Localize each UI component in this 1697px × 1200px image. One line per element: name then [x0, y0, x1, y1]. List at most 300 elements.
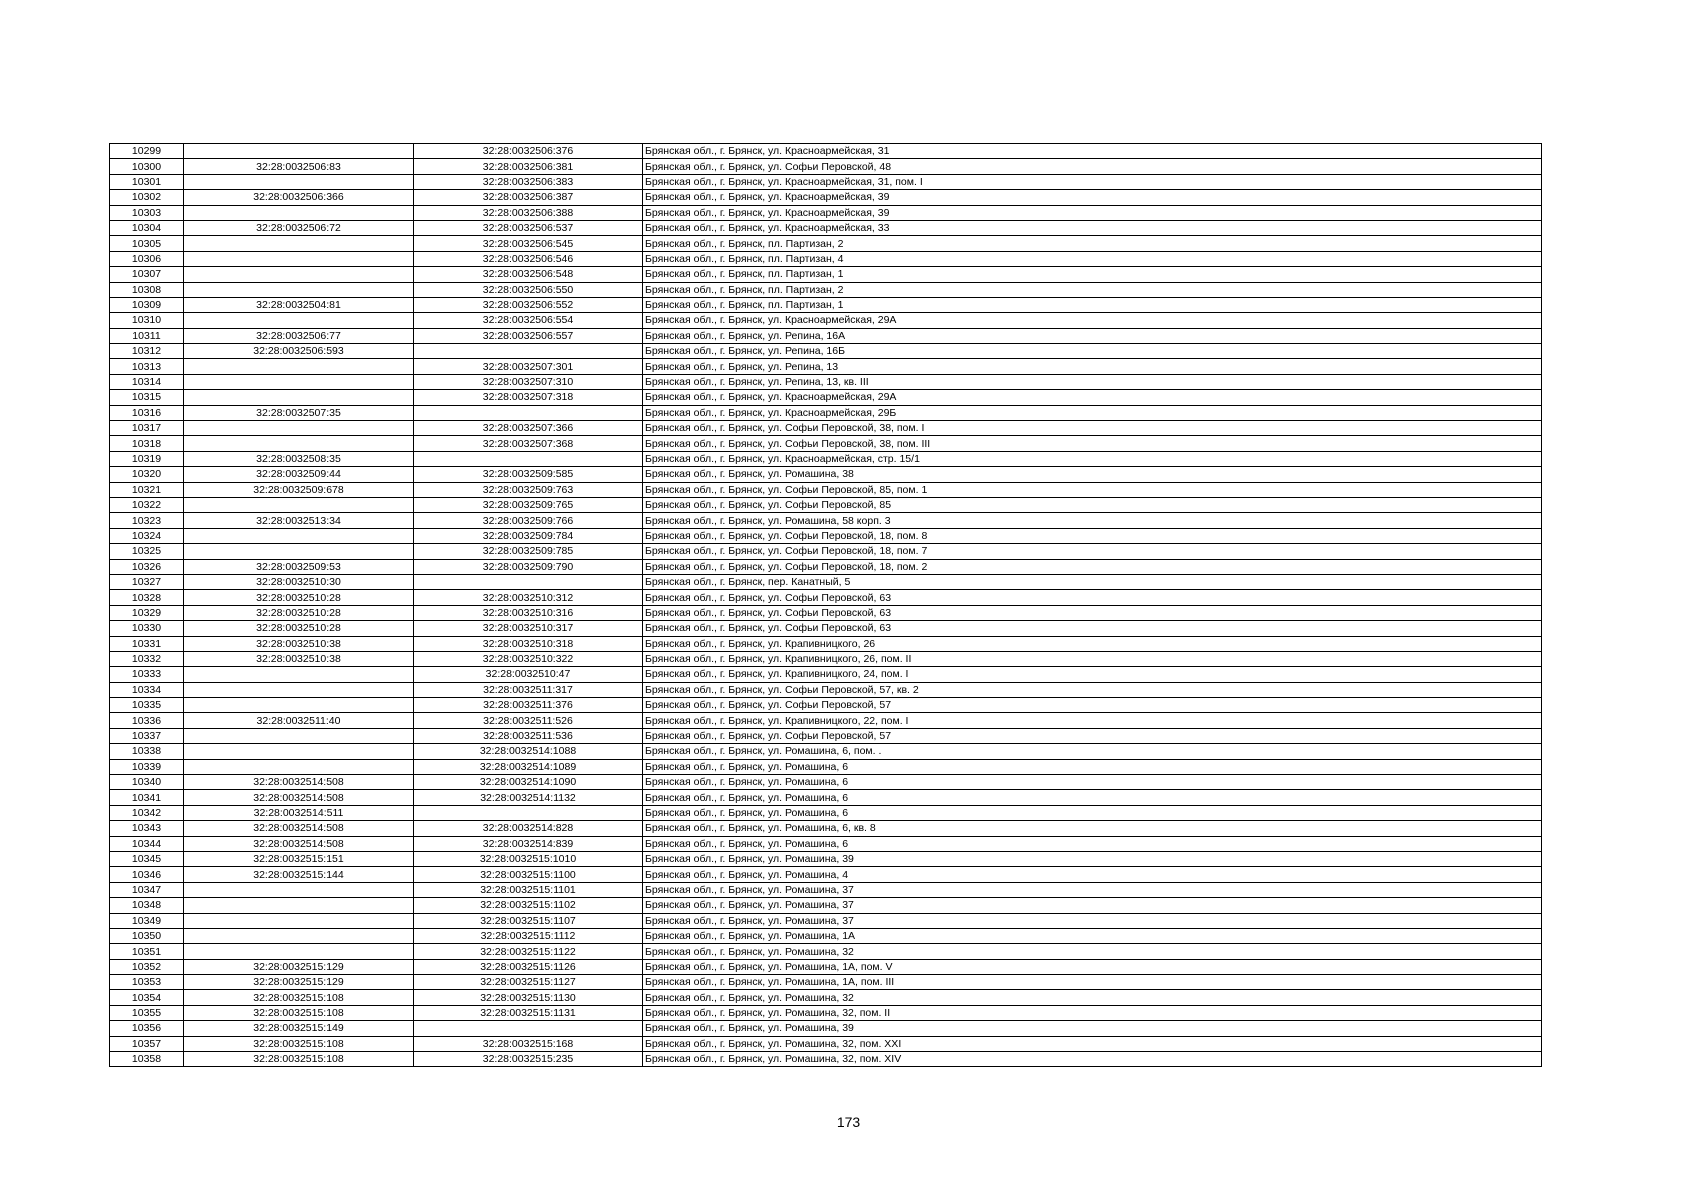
row-number-cell: 10302: [110, 190, 184, 205]
address-cell: Брянская обл., г. Брянск, ул. Софьи Перовской, 38, пом. III: [643, 436, 1542, 451]
address-cell: Брянская обл., г. Брянск, ул. Красноармейская, 33: [643, 220, 1542, 235]
land-cadastral-number-cell: [184, 744, 414, 759]
row-number-cell: 10310: [110, 313, 184, 328]
address-cell: Брянская обл., г. Брянск, ул. Красноармейская, 29Б: [643, 405, 1542, 420]
row-number-cell: 10333: [110, 667, 184, 682]
table-row: [110, 898, 1542, 913]
table-row: [110, 374, 1542, 389]
address-cell: Брянская обл., г. Брянск, пл. Партизан, 1: [643, 297, 1542, 312]
land-cadastral-number-cell: [184, 282, 414, 297]
table-row: [110, 328, 1542, 343]
object-cadastral-number-cell: 32:28:0032515:1112: [414, 928, 643, 943]
address-cell: Брянская обл., г. Брянск, ул. Ромашина, 38: [643, 467, 1542, 482]
address-cell: Брянская обл., г. Брянск, ул. Ромашина, 6: [643, 775, 1542, 790]
object-cadastral-number-cell: 32:28:0032515:1122: [414, 944, 643, 959]
row-number-cell: 10334: [110, 682, 184, 697]
object-cadastral-number-cell: 32:28:0032509:585: [414, 467, 643, 482]
object-cadastral-number-cell: 32:28:0032514:828: [414, 821, 643, 836]
row-number-cell: 10322: [110, 497, 184, 512]
row-number-cell: 10357: [110, 1036, 184, 1051]
row-number-cell: 10321: [110, 482, 184, 497]
address-cell: Брянская обл., г. Брянск, ул. Крапивницкого, 24, пом. I: [643, 667, 1542, 682]
land-cadastral-number-cell: 32:28:0032515:108: [184, 990, 414, 1005]
land-cadastral-number-cell: 32:28:0032515:149: [184, 1021, 414, 1036]
object-cadastral-number-cell: 32:28:0032514:1090: [414, 775, 643, 790]
object-cadastral-number-cell: 32:28:0032510:316: [414, 605, 643, 620]
object-cadastral-number-cell: 32:28:0032515:235: [414, 1052, 643, 1067]
land-cadastral-number-cell: [184, 236, 414, 251]
address-cell: Брянская обл., г. Брянск, ул. Крапивницкого, 26: [643, 636, 1542, 651]
object-cadastral-number-cell: 32:28:0032507:368: [414, 436, 643, 451]
page-number: 173: [836, 1114, 861, 1130]
land-cadastral-number-cell: 32:28:0032511:40: [184, 713, 414, 728]
object-cadastral-number-cell: 32:28:0032511:317: [414, 682, 643, 697]
land-cadastral-number-cell: 32:28:0032510:28: [184, 621, 414, 636]
object-cadastral-number-cell: 32:28:0032509:784: [414, 528, 643, 543]
table-row: [110, 682, 1542, 697]
object-cadastral-number-cell: 32:28:0032515:1131: [414, 1005, 643, 1020]
row-number-cell: 10329: [110, 605, 184, 620]
row-number-cell: 10301: [110, 174, 184, 189]
table-row: [110, 913, 1542, 928]
address-cell: Брянская обл., г. Брянск, ул. Софьи Перовской, 63: [643, 605, 1542, 620]
land-cadastral-number-cell: 32:28:0032509:44: [184, 467, 414, 482]
row-number-cell: 10347: [110, 882, 184, 897]
table-row: [110, 990, 1542, 1005]
address-cell: Брянская обл., г. Брянск, ул. Красноармейская, 39: [643, 190, 1542, 205]
land-cadastral-number-cell: 32:28:0032515:129: [184, 959, 414, 974]
address-cell: Брянская обл., г. Брянск, ул. Репина, 13: [643, 359, 1542, 374]
land-cadastral-number-cell: 32:28:0032509:53: [184, 559, 414, 574]
object-cadastral-number-cell: [414, 405, 643, 420]
table-row: [110, 497, 1542, 512]
land-cadastral-number-cell: 32:28:0032510:28: [184, 605, 414, 620]
land-cadastral-number-cell: 32:28:0032515:151: [184, 851, 414, 866]
land-cadastral-number-cell: [184, 728, 414, 743]
row-number-cell: 10309: [110, 297, 184, 312]
land-cadastral-number-cell: [184, 267, 414, 282]
object-cadastral-number-cell: 32:28:0032506:545: [414, 236, 643, 251]
table-row: [110, 297, 1542, 312]
row-number-cell: 10308: [110, 282, 184, 297]
table-row: [110, 1021, 1542, 1036]
address-cell: Брянская обл., г. Брянск, ул. Ромашина, 32, пом. XIV: [643, 1052, 1542, 1067]
land-cadastral-number-cell: [184, 759, 414, 774]
address-cell: Брянская обл., г. Брянск, ул. Софьи Перовской, 48: [643, 159, 1542, 174]
land-cadastral-number-cell: [184, 944, 414, 959]
address-cell: Брянская обл., г. Брянск, пл. Партизан, 1: [643, 267, 1542, 282]
land-cadastral-number-cell: 32:28:0032509:678: [184, 482, 414, 497]
object-cadastral-number-cell: 32:28:0032515:1101: [414, 882, 643, 897]
table-row: [110, 405, 1542, 420]
table-row: [110, 590, 1542, 605]
object-cadastral-number-cell: 32:28:0032509:790: [414, 559, 643, 574]
table-row: [110, 728, 1542, 743]
land-cadastral-number-cell: 32:28:0032510:28: [184, 590, 414, 605]
object-cadastral-number-cell: 32:28:0032515:1130: [414, 990, 643, 1005]
row-number-cell: 10335: [110, 698, 184, 713]
land-cadastral-number-cell: 32:28:0032513:34: [184, 513, 414, 528]
address-cell: Брянская обл., г. Брянск, ул. Ромашина, 32: [643, 944, 1542, 959]
table-row: [110, 1052, 1542, 1067]
land-cadastral-number-cell: [184, 205, 414, 220]
row-number-cell: 10323: [110, 513, 184, 528]
object-cadastral-number-cell: 32:28:0032515:1010: [414, 851, 643, 866]
address-cell: Брянская обл., г. Брянск, пл. Партизан, 2: [643, 282, 1542, 297]
row-number-cell: 10350: [110, 928, 184, 943]
row-number-cell: 10332: [110, 651, 184, 666]
object-cadastral-number-cell: 32:28:0032506:550: [414, 282, 643, 297]
land-cadastral-number-cell: 32:28:0032506:593: [184, 344, 414, 359]
object-cadastral-number-cell: 32:28:0032514:1089: [414, 759, 643, 774]
address-cell: Брянская обл., г. Брянск, ул. Ромашина, 37: [643, 913, 1542, 928]
object-cadastral-number-cell: [414, 451, 643, 466]
land-cadastral-number-cell: 32:28:0032510:30: [184, 574, 414, 589]
object-cadastral-number-cell: 32:28:0032506:387: [414, 190, 643, 205]
address-cell: Брянская обл., г. Брянск, ул. Софьи Перовской, 85: [643, 497, 1542, 512]
land-cadastral-number-cell: 32:28:0032506:366: [184, 190, 414, 205]
land-cadastral-number-cell: 32:28:0032514:508: [184, 836, 414, 851]
land-cadastral-number-cell: [184, 390, 414, 405]
land-cadastral-number-cell: 32:28:0032504:81: [184, 297, 414, 312]
row-number-cell: 10316: [110, 405, 184, 420]
address-cell: Брянская обл., г. Брянск, ул. Красноармейская, 29А: [643, 390, 1542, 405]
object-cadastral-number-cell: 32:28:0032510:317: [414, 621, 643, 636]
row-number-cell: 10304: [110, 220, 184, 235]
table-row: [110, 790, 1542, 805]
land-cadastral-number-cell: 32:28:0032506:83: [184, 159, 414, 174]
address-cell: Брянская обл., г. Брянск, ул. Ромашина, 39: [643, 851, 1542, 866]
row-number-cell: 10318: [110, 436, 184, 451]
row-number-cell: 10354: [110, 990, 184, 1005]
row-number-cell: 10306: [110, 251, 184, 266]
row-number-cell: 10328: [110, 590, 184, 605]
object-cadastral-number-cell: 32:28:0032506:383: [414, 174, 643, 189]
row-number-cell: 10345: [110, 851, 184, 866]
object-cadastral-number-cell: 32:28:0032511:376: [414, 698, 643, 713]
row-number-cell: 10324: [110, 528, 184, 543]
address-cell: Брянская обл., г. Брянск, ул. Софьи Перовской, 38, пом. I: [643, 421, 1542, 436]
land-cadastral-number-cell: [184, 928, 414, 943]
object-cadastral-number-cell: 32:28:0032507:318: [414, 390, 643, 405]
table-row: [110, 144, 1542, 159]
address-cell: Брянская обл., г. Брянск, ул. Ромашина, 32: [643, 990, 1542, 1005]
address-cell: Брянская обл., г. Брянск, ул. Ромашина, 1А, пом. V: [643, 959, 1542, 974]
object-cadastral-number-cell: 32:28:0032514:1132: [414, 790, 643, 805]
address-cell: Брянская обл., г. Брянск, ул. Крапивницкого, 26, пом. II: [643, 651, 1542, 666]
address-cell: Брянская обл., г. Брянск, ул. Красноармейская, 31, пом. I: [643, 174, 1542, 189]
row-number-cell: 10337: [110, 728, 184, 743]
object-cadastral-number-cell: 32:28:0032506:548: [414, 267, 643, 282]
row-number-cell: 10325: [110, 544, 184, 559]
row-number-cell: 10320: [110, 467, 184, 482]
address-cell: Брянская обл., г. Брянск, пл. Партизан, 2: [643, 236, 1542, 251]
land-cadastral-number-cell: 32:28:0032514:508: [184, 821, 414, 836]
land-cadastral-number-cell: [184, 174, 414, 189]
table-row: [110, 805, 1542, 820]
object-cadastral-number-cell: [414, 574, 643, 589]
address-cell: Брянская обл., г. Брянск, ул. Софьи Перовской, 57: [643, 698, 1542, 713]
table-row: [110, 236, 1542, 251]
address-cell: Брянская обл., г. Брянск, ул. Ромашина, 6, пом. .: [643, 744, 1542, 759]
land-cadastral-number-cell: [184, 544, 414, 559]
land-cadastral-number-cell: 32:28:0032514:511: [184, 805, 414, 820]
address-cell: Брянская обл., г. Брянск, ул. Ромашина, 1А, пом. III: [643, 975, 1542, 990]
object-cadastral-number-cell: 32:28:0032514:839: [414, 836, 643, 851]
land-cadastral-number-cell: 32:28:0032506:72: [184, 220, 414, 235]
address-cell: Брянская обл., г. Брянск, ул. Репина, 16Б: [643, 344, 1542, 359]
object-cadastral-number-cell: 32:28:0032507:366: [414, 421, 643, 436]
table-row: [110, 851, 1542, 866]
object-cadastral-number-cell: 32:28:0032506:554: [414, 313, 643, 328]
address-cell: Брянская обл., г. Брянск, ул. Ромашина, 6: [643, 805, 1542, 820]
land-cadastral-number-cell: [184, 374, 414, 389]
row-number-cell: 10338: [110, 744, 184, 759]
land-cadastral-number-cell: 32:28:0032514:508: [184, 790, 414, 805]
row-number-cell: 10313: [110, 359, 184, 374]
row-number-cell: 10349: [110, 913, 184, 928]
table-row: [110, 559, 1542, 574]
object-cadastral-number-cell: 32:28:0032515:1102: [414, 898, 643, 913]
row-number-cell: 10330: [110, 621, 184, 636]
land-cadastral-number-cell: [184, 313, 414, 328]
land-cadastral-number-cell: [184, 359, 414, 374]
land-cadastral-number-cell: 32:28:0032507:35: [184, 405, 414, 420]
table-row: [110, 759, 1542, 774]
table-row: [110, 174, 1542, 189]
land-cadastral-number-cell: 32:28:0032510:38: [184, 651, 414, 666]
table-row: [110, 836, 1542, 851]
address-cell: Брянская обл., г. Брянск, ул. Репина, 13, кв. III: [643, 374, 1542, 389]
object-cadastral-number-cell: 32:28:0032515:1127: [414, 975, 643, 990]
row-number-cell: 10358: [110, 1052, 184, 1067]
table-row: [110, 867, 1542, 882]
object-cadastral-number-cell: 32:28:0032515:1126: [414, 959, 643, 974]
row-number-cell: 10348: [110, 898, 184, 913]
address-cell: Брянская обл., г. Брянск, ул. Красноармейская, 29А: [643, 313, 1542, 328]
address-cell: Брянская обл., г. Брянск, ул. Софьи Перовской, 63: [643, 621, 1542, 636]
object-cadastral-number-cell: 32:28:0032506:537: [414, 220, 643, 235]
object-cadastral-number-cell: 32:28:0032509:766: [414, 513, 643, 528]
table-row: [110, 882, 1542, 897]
address-cell: Брянская обл., г. Брянск, ул. Софьи Перовской, 57, кв. 2: [643, 682, 1542, 697]
table-row: [110, 1005, 1542, 1020]
address-cell: Брянская обл., г. Брянск, пл. Партизан, 4: [643, 251, 1542, 266]
address-cell: Брянская обл., г. Брянск, ул. Ромашина, 1А: [643, 928, 1542, 943]
object-cadastral-number-cell: 32:28:0032506:552: [414, 297, 643, 312]
address-cell: Брянская обл., г. Брянск, ул. Красноармейская, стр. 15/1: [643, 451, 1542, 466]
land-cadastral-number-cell: [184, 882, 414, 897]
land-cadastral-number-cell: 32:28:0032514:508: [184, 775, 414, 790]
land-cadastral-number-cell: [184, 698, 414, 713]
table-row: [110, 344, 1542, 359]
table-row: [110, 482, 1542, 497]
object-cadastral-number-cell: 32:28:0032510:47: [414, 667, 643, 682]
table-row: [110, 959, 1542, 974]
row-number-cell: 10336: [110, 713, 184, 728]
table-row: [110, 159, 1542, 174]
land-cadastral-number-cell: [184, 251, 414, 266]
row-number-cell: 10317: [110, 421, 184, 436]
table-row: [110, 713, 1542, 728]
table-row: [110, 313, 1542, 328]
row-number-cell: 10312: [110, 344, 184, 359]
land-cadastral-number-cell: [184, 528, 414, 543]
row-number-cell: 10300: [110, 159, 184, 174]
table-row: [110, 621, 1542, 636]
row-number-cell: 10352: [110, 959, 184, 974]
object-cadastral-number-cell: 32:28:0032507:310: [414, 374, 643, 389]
table-row: [110, 421, 1542, 436]
land-cadastral-number-cell: 32:28:0032506:77: [184, 328, 414, 343]
table-row: [110, 651, 1542, 666]
address-cell: Брянская обл., г. Брянск, ул. Ромашина, 39: [643, 1021, 1542, 1036]
address-cell: Брянская обл., г. Брянск, ул. Ромашина, 37: [643, 882, 1542, 897]
row-number-cell: 10346: [110, 867, 184, 882]
land-cadastral-number-cell: 32:28:0032508:35: [184, 451, 414, 466]
address-cell: Брянская обл., г. Брянск, ул. Ромашина, 4: [643, 867, 1542, 882]
row-number-cell: 10353: [110, 975, 184, 990]
table-row: [110, 528, 1542, 543]
object-cadastral-number-cell: 32:28:0032515:1100: [414, 867, 643, 882]
row-number-cell: 10344: [110, 836, 184, 851]
row-number-cell: 10342: [110, 805, 184, 820]
object-cadastral-number-cell: 32:28:0032511:536: [414, 728, 643, 743]
address-cell: Брянская обл., г. Брянск, ул. Ромашина, 6: [643, 836, 1542, 851]
row-number-cell: 10340: [110, 775, 184, 790]
land-cadastral-number-cell: [184, 898, 414, 913]
object-cadastral-number-cell: 32:28:0032510:318: [414, 636, 643, 651]
row-number-cell: 10315: [110, 390, 184, 405]
object-cadastral-number-cell: 32:28:0032506:381: [414, 159, 643, 174]
land-cadastral-number-cell: [184, 436, 414, 451]
table-row: [110, 451, 1542, 466]
address-cell: Брянская обл., г. Брянск, ул. Ромашина, 37: [643, 898, 1542, 913]
land-cadastral-number-cell: [184, 421, 414, 436]
land-cadastral-number-cell: [184, 667, 414, 682]
object-cadastral-number-cell: 32:28:0032506:557: [414, 328, 643, 343]
table-row: [110, 636, 1542, 651]
row-number-cell: 10303: [110, 205, 184, 220]
row-number-cell: 10327: [110, 574, 184, 589]
land-cadastral-number-cell: 32:28:0032515:108: [184, 1036, 414, 1051]
table-row: [110, 928, 1542, 943]
object-cadastral-number-cell: [414, 344, 643, 359]
land-cadastral-number-cell: 32:28:0032515:129: [184, 975, 414, 990]
row-number-cell: 10314: [110, 374, 184, 389]
row-number-cell: 10339: [110, 759, 184, 774]
land-cadastral-number-cell: [184, 682, 414, 697]
object-cadastral-number-cell: 32:28:0032510:312: [414, 590, 643, 605]
address-cell: Брянская обл., г. Брянск, пер. Канатный, 5: [643, 574, 1542, 589]
table-row: [110, 944, 1542, 959]
object-cadastral-number-cell: 32:28:0032507:301: [414, 359, 643, 374]
object-cadastral-number-cell: 32:28:0032514:1088: [414, 744, 643, 759]
row-number-cell: 10355: [110, 1005, 184, 1020]
table-row: [110, 775, 1542, 790]
address-cell: Брянская обл., г. Брянск, ул. Ромашина, 32, пом. II: [643, 1005, 1542, 1020]
land-cadastral-number-cell: 32:28:0032515:108: [184, 1052, 414, 1067]
object-cadastral-number-cell: 32:28:0032506:388: [414, 205, 643, 220]
table-row: [110, 390, 1542, 405]
object-cadastral-number-cell: 32:28:0032506:546: [414, 251, 643, 266]
table-row: [110, 667, 1542, 682]
table-row: [110, 1036, 1542, 1051]
table-row: [110, 436, 1542, 451]
table-row: [110, 544, 1542, 559]
row-number-cell: 10341: [110, 790, 184, 805]
row-number-cell: 10307: [110, 267, 184, 282]
land-cadastral-number-cell: 32:28:0032510:38: [184, 636, 414, 651]
table-row: [110, 513, 1542, 528]
object-cadastral-number-cell: 32:28:0032509:785: [414, 544, 643, 559]
row-number-cell: 10311: [110, 328, 184, 343]
address-cell: Брянская обл., г. Брянск, ул. Репина, 16А: [643, 328, 1542, 343]
object-cadastral-number-cell: [414, 1021, 643, 1036]
table-row: [110, 251, 1542, 266]
address-cell: Брянская обл., г. Брянск, ул. Софьи Перовской, 18, пом. 7: [643, 544, 1542, 559]
land-cadastral-number-cell: [184, 144, 414, 159]
address-cell: Брянская обл., г. Брянск, ул. Ромашина, 6, кв. 8: [643, 821, 1542, 836]
row-number-cell: 10343: [110, 821, 184, 836]
object-cadastral-number-cell: 32:28:0032515:168: [414, 1036, 643, 1051]
address-cell: Брянская обл., г. Брянск, ул. Ромашина, 6: [643, 759, 1542, 774]
address-cell: Брянская обл., г. Брянск, ул. Софьи Перовской, 18, пом. 8: [643, 528, 1542, 543]
row-number-cell: 10319: [110, 451, 184, 466]
property-registry-table: [109, 143, 1542, 1067]
table-row: [110, 975, 1542, 990]
row-number-cell: 10299: [110, 144, 184, 159]
address-cell: Брянская обл., г. Брянск, ул. Красноармейская, 39: [643, 205, 1542, 220]
table-row: [110, 467, 1542, 482]
address-cell: Брянская обл., г. Брянск, ул. Софьи Перовской, 63: [643, 590, 1542, 605]
table-row: [110, 744, 1542, 759]
object-cadastral-number-cell: 32:28:0032515:1107: [414, 913, 643, 928]
table-row: [110, 698, 1542, 713]
object-cadastral-number-cell: 32:28:0032510:322: [414, 651, 643, 666]
table-row: [110, 359, 1542, 374]
table-row: [110, 205, 1542, 220]
table-row: [110, 282, 1542, 297]
row-number-cell: 10351: [110, 944, 184, 959]
object-cadastral-number-cell: 32:28:0032509:765: [414, 497, 643, 512]
land-cadastral-number-cell: [184, 497, 414, 512]
address-cell: Брянская обл., г. Брянск, ул. Софьи Перовской, 85, пом. 1: [643, 482, 1542, 497]
table-row: [110, 605, 1542, 620]
land-cadastral-number-cell: 32:28:0032515:108: [184, 1005, 414, 1020]
address-cell: Брянская обл., г. Брянск, ул. Красноармейская, 31: [643, 144, 1542, 159]
row-number-cell: 10305: [110, 236, 184, 251]
address-cell: Брянская обл., г. Брянск, ул. Ромашина, 58 корп. 3: [643, 513, 1542, 528]
address-cell: Брянская обл., г. Брянск, ул. Софьи Перовской, 57: [643, 728, 1542, 743]
address-cell: Брянская обл., г. Брянск, ул. Крапивницкого, 22, пом. I: [643, 713, 1542, 728]
table-row: [110, 220, 1542, 235]
address-cell: Брянская обл., г. Брянск, ул. Ромашина, 6: [643, 790, 1542, 805]
object-cadastral-number-cell: 32:28:0032511:526: [414, 713, 643, 728]
land-cadastral-number-cell: [184, 913, 414, 928]
table-row: [110, 574, 1542, 589]
object-cadastral-number-cell: 32:28:0032506:376: [414, 144, 643, 159]
row-number-cell: 10331: [110, 636, 184, 651]
table-row: [110, 821, 1542, 836]
address-cell: Брянская обл., г. Брянск, ул. Ромашина, 32, пом. XXI: [643, 1036, 1542, 1051]
object-cadastral-number-cell: 32:28:0032509:763: [414, 482, 643, 497]
object-cadastral-number-cell: [414, 805, 643, 820]
land-cadastral-number-cell: 32:28:0032515:144: [184, 867, 414, 882]
table-row: [110, 190, 1542, 205]
table-row: [110, 267, 1542, 282]
registry-table-body: [110, 144, 1542, 1067]
